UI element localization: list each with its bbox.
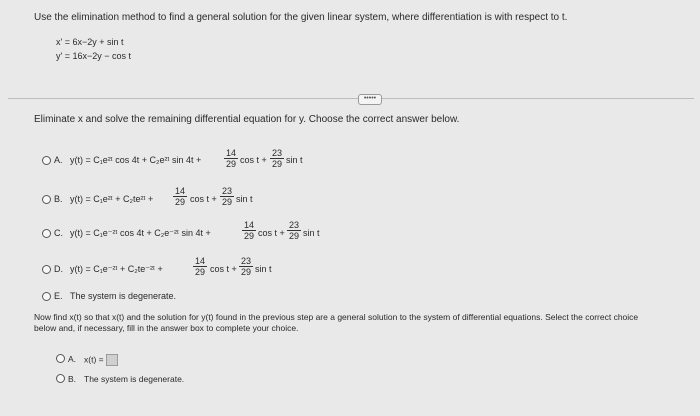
option-c-term2: sin t [303, 228, 320, 238]
option-b-term2: sin t [236, 194, 253, 204]
frac-denominator: 29 [194, 267, 205, 277]
frac-numerator: 14 [194, 256, 205, 266]
option-a-expr: y(t) = C₁e²ᵗ cos 4t + C₂e²ᵗ sin 4t + [70, 155, 202, 165]
option-b-label: B. [54, 194, 63, 204]
more-button[interactable]: ••••• [358, 94, 382, 105]
option-a-label: A. [54, 155, 63, 165]
option-c-frac2 [286, 220, 302, 241]
radio-option-e[interactable] [42, 292, 51, 301]
radio-option-b[interactable] [42, 195, 51, 204]
option-d-frac2 [238, 256, 254, 277]
option-e-text: The system is degenerate. [70, 291, 177, 301]
frac-numerator: 14 [174, 186, 185, 196]
radio-option-a[interactable] [42, 156, 51, 165]
option-a-frac2 [269, 148, 285, 169]
option-a-frac1 [223, 148, 239, 169]
frac-denominator: 29 [288, 231, 299, 241]
frac-denominator: 29 [221, 197, 232, 207]
divider [8, 98, 694, 99]
question2-line1: Now find x(t) so that x(t) and the solution for y(t) found in the previous step are a general solution to the system of differential equations. Select the correct choice [34, 312, 639, 322]
instruction-text: Use the elimination method to find a general solution for the given linear system, where differentiation is with respect to t. [34, 12, 568, 23]
option-d-frac1 [192, 256, 208, 277]
option-d-expr: y(t) = C₁e⁻²ᵗ + C₂te⁻²ᵗ + [70, 264, 163, 274]
option-a-term1: cos t + [240, 155, 267, 165]
option-d-term2: sin t [255, 264, 272, 274]
option-c-term1: cos t + [258, 228, 285, 238]
xt-option-a-prefix: x(t) = [84, 354, 104, 365]
option-b-expr: y(t) = C₁e²ᵗ + C₂te²ᵗ + [70, 194, 154, 204]
option-c-label: C. [54, 228, 63, 238]
frac-denominator: 29 [225, 159, 236, 169]
frac-numerator: 14 [243, 220, 254, 230]
option-c-expr: y(t) = C₁e⁻²ᵗ cos 4t + C₂e⁻²ᵗ sin 4t + [70, 228, 211, 238]
frac-numerator: 23 [271, 148, 282, 158]
xt-option-a-label: A. [68, 354, 77, 364]
frac-numerator: 23 [240, 256, 251, 266]
radio-xt-option-a[interactable] [56, 354, 65, 363]
option-c-frac1 [241, 220, 257, 241]
frac-denominator: 29 [174, 197, 185, 207]
frac-numerator: 14 [225, 148, 236, 158]
option-e-label: E. [54, 291, 63, 301]
radio-option-c[interactable] [42, 229, 51, 238]
option-d-term1: cos t + [210, 264, 237, 274]
equation-x: x' = 6x−2y + sin t [56, 37, 124, 47]
option-b-term1: cos t + [190, 194, 217, 204]
xt-option-b-label: B. [68, 374, 77, 384]
question2-line2: below and, if necessary, fill in the answer box to complete your choice. [34, 323, 299, 333]
frac-denominator: 29 [243, 231, 254, 241]
option-b-frac1 [172, 186, 188, 207]
option-b-frac2 [219, 186, 235, 207]
frac-denominator: 29 [240, 267, 251, 277]
frac-denominator: 29 [271, 159, 282, 169]
answer-input-box[interactable] [106, 354, 118, 366]
equation-y: y' = 16x−2y − cos t [56, 51, 132, 61]
option-d-label: D. [54, 264, 63, 274]
frac-numerator: 23 [288, 220, 299, 230]
xt-option-b-text: The system is degenerate. [84, 374, 185, 384]
frac-numerator: 23 [221, 186, 232, 196]
radio-xt-option-b[interactable] [56, 374, 65, 383]
xt-option-a-text [84, 354, 118, 366]
option-a-term2: sin t [286, 155, 303, 165]
radio-option-d[interactable] [42, 265, 51, 274]
question1-text: Eliminate x and solve the remaining differential equation for y. Choose the correct answer below. [34, 114, 460, 125]
